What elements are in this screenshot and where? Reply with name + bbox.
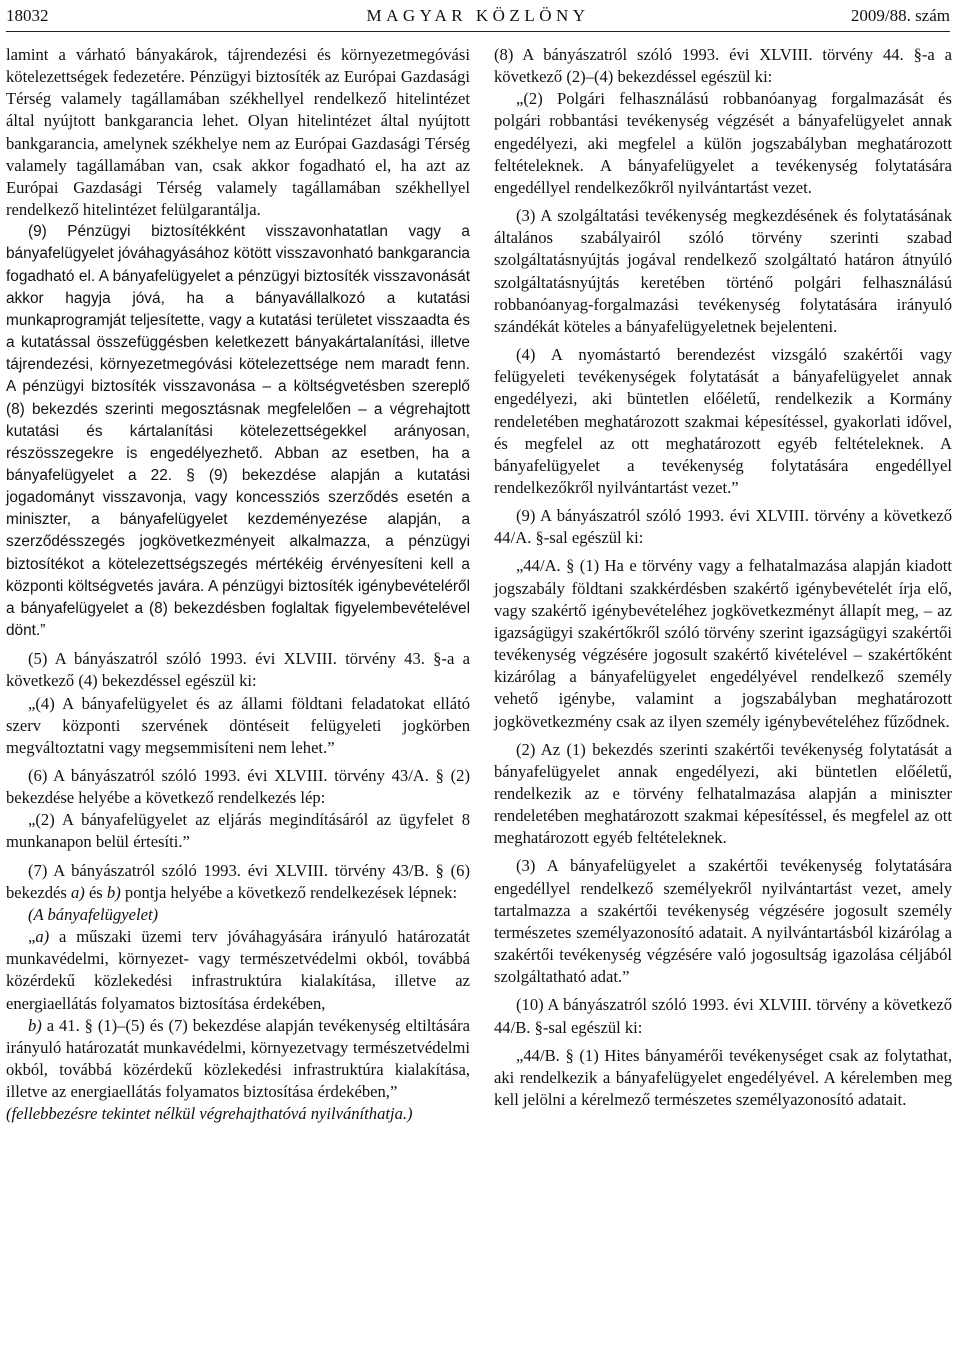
paragraph-9: (9) Pénzügyi biztosítékként visszavonhatatlan vagy a bányafelügyelet jóváhagyásához kötött visszavonható bankgarancia fogadható el. A bányafelügyelet a pénzügyi biztosíték visszavonását akkor hagyja jóvá, ha a bányavállalkozó a kutatási munkaprogramját teljesítette, vagy a kutatási területet visszaadta és a kutatással összefüggésben keletkezett bányakártalanítási, illetve tájrendezési, környezetmegóvási kötelezettsége nem maradt fenn. A pénzügyi biztosíték visszavonása – a költségvetésben szereplő (8) bekezdés szerinti megosztásnak megfelelően – a végrehajtott kutatási és kártalanítási kötelezettségekkel arányosan, részösszegekre is engedélyezhető. Abban az esetben, ha a bányafelügyelet a 22. § (9) bekezdése alapján a kutatási jogadományt visszavonja, vagy koncessziós szerződés esetén a miniszter, a bányafelügyelet kezdeményezése alapján, a szerződésszegés jogkövetkezményeit alkalmazza, a pénzügyi biztosítékot a kötelezettségszegés mértékéig érvényesíteni kell a központi költségvetés javára. A pénzügyi biztosíték igénybevételéről a bányafelügyelet a (8) bekezdésben foglaltak figyelembevételével dönt.” bbox=[6, 223, 470, 640]
issue-number: 2009/88. szám bbox=[850, 6, 950, 25]
point-a-text: a műszaki üzemi terv jóváhagyására irányuló határozatát munkavédelmi, környezet- vagy természetvédelmi okból, továbbá közérdekű közlekedési infrastruktúra kialakítása, illetve az energiaellátás folyamatos biztosítása érdekében, bbox=[6, 927, 470, 1013]
closing-clause bbox=[6, 1103, 470, 1125]
amendment-9: (9) A bányászatról szóló 1993. évi XLVIII. törvény a következő 44/A. §-sal egészül ki: bbox=[494, 506, 952, 548]
amendment-6: (6) A bányászatról szóló 1993. évi XLVIII. törvény 43/A. § (2) bekezdése helyébe a következő rendelkezés lép: bbox=[6, 766, 470, 808]
quoted-provision-4: „(4) A bányafelügyelet és az állami földtani feladatokat ellátó szerv központi szervének döntéseit felügyeleti jogkörben megváltoztatni vagy megsemmisíteni nem lehet.” bbox=[6, 693, 470, 757]
section-44a-1: „44/A. § (1) Ha e törvény vagy a felhatalmazása alapján kiadott jogszabály földtani szakkérdésben szakértő igénybevételét írja elő, vagy szakértő igénybevételéhez jogkövetkezményt állapít meg, – az igazságügyi szakértőkről szóló törvény szerint igazságügyi szakértői tevékenység végzésére jogosult szakértő kivételével – szakértőként kizárólag a bányafelügyelet engedélyével rendelkező személy vehető igénybe, valamint a jogszabályban meghatározott jogkövetkezmény csak az ilyen személy igénybevételéhez fűződnek. bbox=[494, 556, 952, 731]
amendment-7-text: (7) A bányászatról szóló 1993. évi XLVIII. törvény 43/B. § (6) bekezdés bbox=[6, 860, 470, 902]
header-rule bbox=[6, 31, 950, 32]
page-header bbox=[6, 4, 950, 28]
page-number: 18032 bbox=[6, 6, 49, 25]
point-a bbox=[6, 926, 470, 1015]
open-quote: „ bbox=[28, 927, 36, 947]
quoted-provision-2: „(2) A bányafelügyelet az eljárás megindításáról az ügyfelet 8 munkanapon belül értesíti.” bbox=[6, 810, 470, 852]
point-b-label: b) bbox=[28, 1015, 42, 1035]
point-b-ref: b) bbox=[106, 882, 121, 902]
quoted-provision-4-pressure: (4) A nyomástartó berendezést vizsgáló szakértői vagy felügyeleti tevékenységek folytatását a bányafelügyelet annak engedélyezi, aki büntetlen előéletű, rendelkezik a Kormány rendeletében meghatározott szakmai képesítéssel, gyakorlati idővel, és megfelel az ott meghatározott egyéb feltételeknek. A bányafelügyelet a tevékenység folytatására engedéllyel rendelkezőkről nyilvántartást vezet.” bbox=[494, 345, 952, 497]
left-column bbox=[6, 44, 470, 1126]
section-44a-2: (2) Az (1) bekezdés szerinti szakértői tevékenység folytatását a bányafelügyelet annak engedélyezi, aki büntetlen előéletű, rendelkezik az e törvény felhatalmazása alapján a miniszter rendeletében meghatározott szakmai képesítéssel, és megfelel az ott meghatározott egyéb feltételeknek. bbox=[494, 739, 952, 848]
point-b-text: a 41. § (1)–(5) és (7) bekezdése alapján tevékenység eltiltására irányuló határozatát munkavédelmi, környezetvagy természetvédelmi okból, továbbá közérdekű közlekedési infrastruktúra kialakítása, illetve az energiaellátás folyamatos biztosítása érdekében,” bbox=[6, 1015, 470, 1102]
authority-caption bbox=[6, 904, 470, 926]
amendment-7-text-3: pontja helyébe a következő rendelkezések lépnek: bbox=[120, 882, 458, 902]
point-a-label: a) bbox=[35, 927, 50, 947]
authority-caption-text: (A bányafelügyelet) bbox=[28, 904, 159, 924]
section-44b-1: „44/B. § (1) Hites bányamérői tevékenységet csak az folytathat, aki rendelkezik a bányafelügyelet engedélyével. A kérelemben meg kell jelölni a kérelmező természetes személyazonosító adatait. bbox=[494, 1045, 952, 1110]
point-a-ref: a) bbox=[70, 882, 85, 902]
point-b bbox=[6, 1015, 470, 1104]
right-column bbox=[494, 44, 952, 1111]
quoted-provision-2-explosives: „(2) Polgári felhasználású robbanóanyag forgalmazását és polgári robbantási tevékenység végzését a bányafelügyelet annak engedélyezi, aki megfelel a külön jogszabályban meghatározott feltételeknek. A bányafelügyelet a tevékenység folytatására engedéllyel rendelkezőkről nyilvántartást vezet. bbox=[494, 89, 952, 197]
amendment-10: (10) A bányászatról szóló 1993. évi XLVIII. törvény a következő 44/B. §-sal egészül ki: bbox=[494, 995, 952, 1037]
quoted-provision-3-services: (3) A szolgáltatási tevékenység megkezdésének és folytatásának általános szabályairól szóló törvény szerinti szabad szolgáltatásnyújtás jogával rendelkező szolgáltató határon átnyúló szolgáltatásnyújtás keretében történő polgári felhasználású robbanóanyag-forgalmazási tevékenység folytatására irányuló szándékát köteles a bányafelügyeletnek bejelenteni. bbox=[494, 206, 952, 336]
amendment-8: (8) A bányászatról szóló 1993. évi XLVIII. törvény 44. §-a a következő (2)–(4) bekezdéssel egészül ki: bbox=[494, 45, 952, 87]
journal-title: MAGYAR KÖZLÖNY bbox=[366, 6, 590, 25]
amendment-5: (5) A bányászatról szóló 1993. évi XLVIII. törvény 43. §-a a következő (4) bekezdéssel egészül ki: bbox=[6, 649, 470, 691]
amendment-7-text-2: és bbox=[84, 882, 107, 902]
closing-clause-text: (fellebbezésre tekintet nélkül végrehajthatóvá nyilváníthatja.) bbox=[6, 1104, 413, 1124]
amendment-7 bbox=[6, 860, 470, 904]
section-44a-3: (3) A bányafelügyelet a szakértői tevékenység folytatására engedéllyel rendelkező személyekről nyilvántartást vezet, amely tartalmazza a szakértői tevékenység végzésére jogosult személy természetes személyazonosító adatait. A nyilvántartásból kizárólag a szakértői tevékenység végzésére való jogosultság igazolása céljából szolgáltatható adat.” bbox=[494, 856, 952, 987]
paragraph-continuation: lamint a várható bányakárok, tájrendezési és környezetmegóvási kötelezettségek fedezetére. Pénzügyi biztosíték az Európai Gazdasági Térség valamely tagállamában székhellyel rendelkező hitelintézet által nyújtott bankgarancia lehet. Olyan hitelintézet által nyújtott bankgarancia, amelynek székhelye nem az Európai Gazdasági Térség valamely tagállamában van, csak akkor fogadható el, ha azt az Európai Gazdasági Térség valamely tagállamában székhellyel rendelkező hitelintézet felülgarantálja. bbox=[6, 45, 470, 220]
